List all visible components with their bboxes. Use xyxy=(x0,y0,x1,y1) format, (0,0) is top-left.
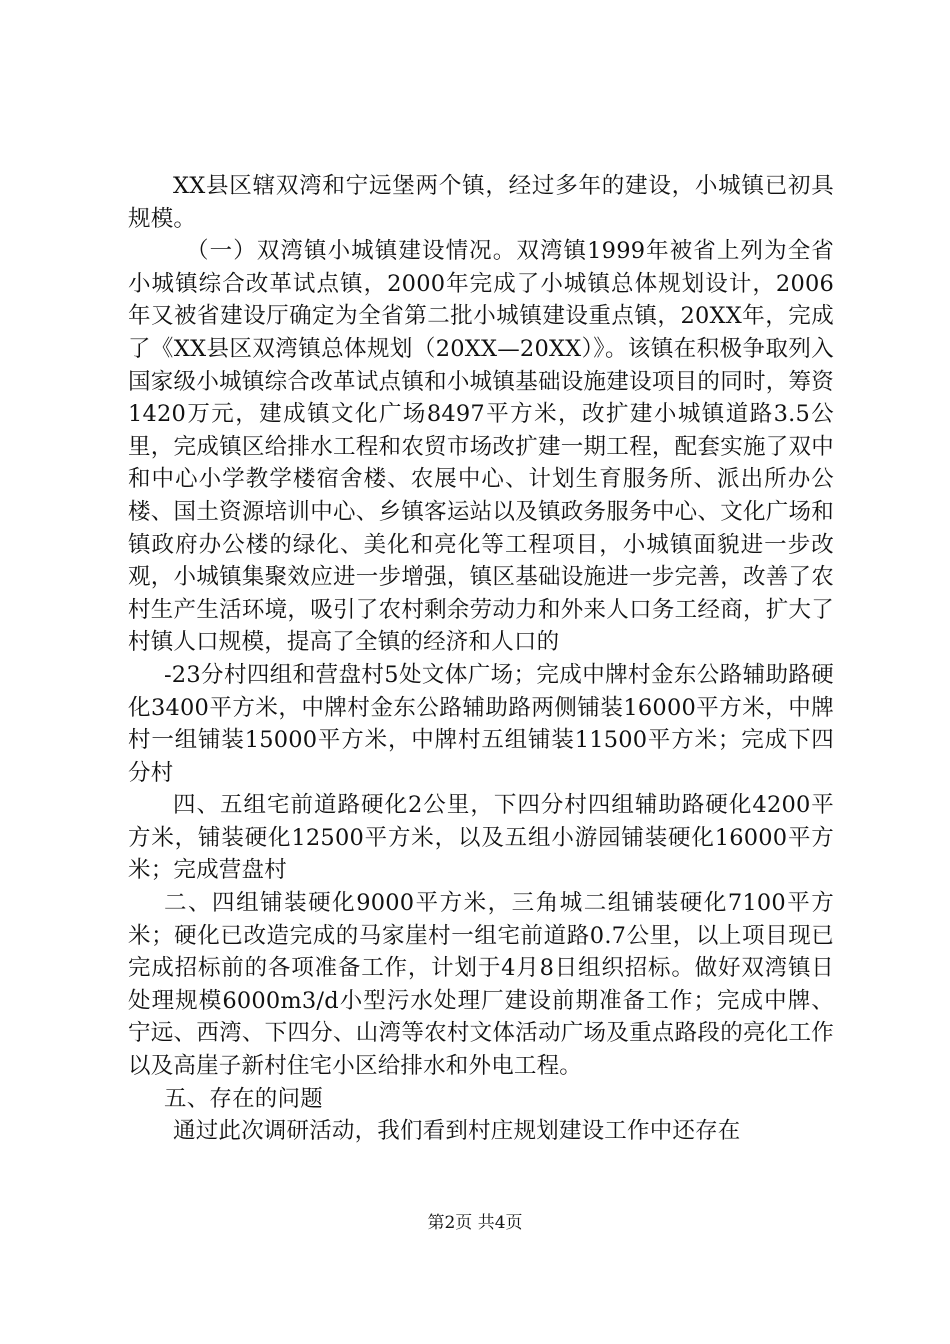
document-body xyxy=(128,170,834,1148)
paragraph-paving-works: 二、四组铺装硬化9000平方米，三角城二组铺装硬化7100平方米；硬化已改造完成的马家崖村一组宅前道路0.7公里，以上项目现已完成招标前的各项准备工作，计划于4月8日组织招标。做好双湾镇日处理规模6000m3/d小型污水处理厂建设前期准备工作；完成中牌、宁远、西湾、下四分、山湾等农村文体活动广场及重点路段的亮化工作以及高崖子新村住宅小区给排水和外电工程。 xyxy=(128,890,834,1080)
page-footer: 第2页 共4页 xyxy=(427,1213,523,1233)
paragraph-intro: XX县区辖双湾和宁远堡两个镇，经过多年的建设，小城镇已初具规模。 xyxy=(128,173,834,232)
paragraph-problems-intro: 通过此次调研活动，我们看到村庄规划建设工作中还存在 xyxy=(173,1118,741,1145)
paragraph-culture-squares: -23分村四组和营盘村5处文体广场；完成中牌村金东公路辅助路硬化3400平方米，中牌村金东公路辅助路两侧铺装16000平方米，中牌村一组铺装15000平方米，中牌村五组铺装11500平方米；完成下四分村 xyxy=(128,661,834,786)
section-heading-problems: 五、存在的问题 xyxy=(164,1085,323,1112)
paragraph-shuangwan-construction: （一）双湾镇小城镇建设情况。双湾镇1999年被省上列为全省小城镇综合改革试点镇，2000年完成了小城镇总体规划设计，2006年又被省建设厅确定为全省第二批小城镇建设重点镇，20XX年，完成了《XX县区双湾镇总体规划（20XX—20XX）》。该镇在积极争取列入国家级小城镇综合改革试点镇和小城镇基础设施建设项目的同时，筹资1420万元，建成镇文化广场8497平方米，改扩建小城镇道路3.5公里，完成镇区给排水工程和农贸市场改扩建一期工程，配套实施了双中和中心小学教学楼宿舍楼、农展中心、计划生育服务所、派出所办公楼、国土资源培训中心、乡镇客运站以及镇政务服务中心、文化广场和镇政府办公楼的绿化、美化和亮化等工程项目，小城镇面貌进一步改观，小城镇集聚效应进一步增强，镇区基础设施进一步完善，改善了农村生产生活环境，吸引了农村剩余劳动力和外来人口务工经商，扩大了村镇人口规模，提高了全镇的经济和人口的 xyxy=(128,238,834,656)
paragraph-road-hardening: 四、五组宅前道路硬化2公里，下四分村四组辅助路硬化4200平方米，铺装硬化12500平方米，以及五组小游园铺装硬化16000平方米；完成营盘村 xyxy=(128,792,834,884)
